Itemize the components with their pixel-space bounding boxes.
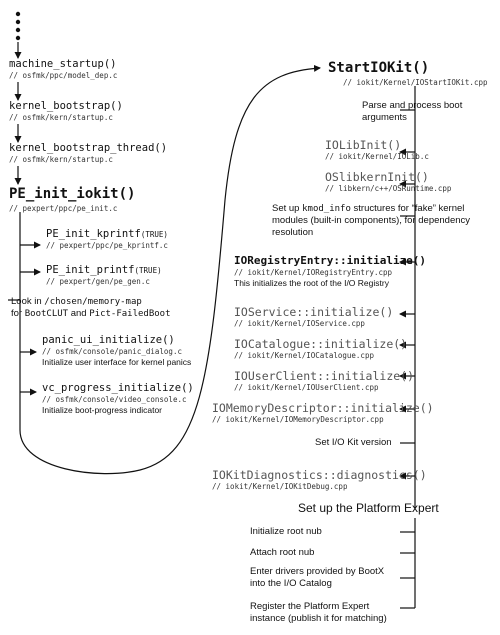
parse-boot-args-note: Parse and process boot arguments — [362, 100, 463, 123]
iomemorydescriptor-initialize-path: // iokit/Kernel/IOMemoryDescriptor.cpp — [212, 415, 384, 424]
kernel-bootstrap-thread-path: // osfmk/kern/startup.c — [9, 155, 113, 164]
panic-ui-initialize-path: // osfmk/console/panic_dialog.c — [42, 347, 182, 356]
iocatalogue-initialize-fn: IOCatalogue::initialize() — [234, 337, 408, 351]
ioservice-initialize-path: // iokit/Kernel/IOService.cpp — [234, 319, 365, 328]
ioregistryentry-initialize-desc: This initializes the root of the I/O Registry — [234, 278, 389, 288]
vc-progress-initialize-desc: Initialize boot-progress indicator — [42, 405, 163, 415]
machine-startup-path: // osfmk/ppc/model_dep.c — [9, 71, 118, 80]
start-iokit-fn: StartIOKit() — [328, 60, 430, 76]
set-iokit-version-note: Set I/O Kit version — [315, 437, 392, 448]
ioregistryentry-initialize-path: // iokit/Kernel/IORegistryEntry.cpp — [234, 268, 393, 277]
iokitdiagnostics-path: // iokit/Kernel/IOKitDebug.cpp — [212, 482, 348, 491]
iokitdiagnostics-fn: IOKitDiagnostics::diagnostics() — [212, 468, 427, 482]
ioregistryentry-initialize-fn: IORegistryEntry::initialize() — [234, 254, 427, 267]
start-iokit-path: // iokit/Kernel/IOStartIOKit.cpp — [343, 78, 488, 87]
iouserclient-initialize-path: // iokit/Kernel/IOUserClient.cpp — [234, 383, 379, 392]
iomemorydescriptor-initialize-fn: IOMemoryDescriptor::initialize() — [212, 401, 434, 415]
kmod-info-note — [272, 203, 487, 239]
oslibkerninit-fn: OSlibkernInit() — [325, 170, 429, 184]
kmod-info-code: kmod_info — [302, 204, 351, 214]
iolibinit-fn: IOLibInit() — [325, 138, 402, 152]
pe-init-iokit-path: // pexpert/ppc/pe_init.c — [9, 204, 118, 213]
pe-init-printf-path: // pexpert/gen/pe_gen.c — [46, 277, 150, 286]
pe-init-kprintf-arg: (TRUE) — [140, 230, 168, 239]
pe-init-kprintf-fn — [46, 228, 168, 240]
ioservice-initialize-fn: IOService::initialize() — [234, 305, 394, 319]
oslibkerninit-path: // libkern/c++/OSRuntime.cpp — [325, 184, 452, 193]
vc-progress-initialize-fn: vc_progress_initialize() — [42, 382, 194, 394]
look-in-prefix: Look in — [11, 296, 45, 307]
iolibinit-path: // iokit/Kernel/IOLib.c — [325, 152, 429, 161]
setup-platform-expert-note: Set up the Platform Expert — [298, 501, 439, 515]
pe-init-printf-arg: (TRUE) — [134, 266, 162, 275]
memory-map-path: /chosen/memory-map — [44, 297, 142, 307]
pe-init-kprintf-path: // pexpert/ppc/pe_kprintf.c — [46, 241, 168, 250]
panic-ui-initialize-fn: panic_ui_initialize() — [42, 334, 175, 346]
machine-startup-fn: machine_startup() — [9, 58, 117, 70]
register-platform-expert-note: Register the Platform Expert instance (publish it for matching) — [250, 601, 387, 624]
look-in-and: and — [68, 308, 90, 319]
iocatalogue-initialize-path: // iokit/Kernel/IOCatalogue.cpp — [234, 351, 374, 360]
pe-init-iokit-fn: PE_init_iokit() — [9, 186, 136, 202]
panic-ui-initialize-desc: Initialize user interface for kernel panics — [42, 357, 192, 367]
pict-failedboot-name: Pict-FailedBoot — [89, 309, 171, 319]
kmod-pre: Set up — [272, 203, 303, 214]
look-in-for: for — [11, 308, 25, 319]
kernel-bootstrap-fn: kernel_bootstrap() — [9, 100, 123, 112]
pe-init-kprintf-name: PE_init_kprintf — [46, 228, 141, 240]
init-root-nub-note: Initialize root nub — [250, 526, 322, 537]
bootclut-name: BootCLUT — [24, 309, 69, 319]
pe-init-printf-name: PE_init_printf — [46, 264, 135, 276]
vc-progress-initialize-path: // osfmk/console/video_console.c — [42, 395, 187, 404]
pe-init-printf-fn — [46, 264, 162, 276]
kmod-post: structures for “fake” kernel modules (built-in components), for dependency resolution — [272, 203, 471, 238]
look-in-note — [11, 296, 221, 320]
kernel-bootstrap-thread-fn: kernel_bootstrap_thread() — [9, 142, 168, 154]
enter-drivers-note: Enter drivers provided by BootX into the I/O Catalog — [250, 566, 385, 589]
iouserclient-initialize-fn: IOUserClient::initialize() — [234, 369, 415, 383]
attach-root-nub-note: Attach root nub — [250, 547, 315, 558]
kernel-bootstrap-path: // osfmk/kern/startup.c — [9, 113, 113, 122]
